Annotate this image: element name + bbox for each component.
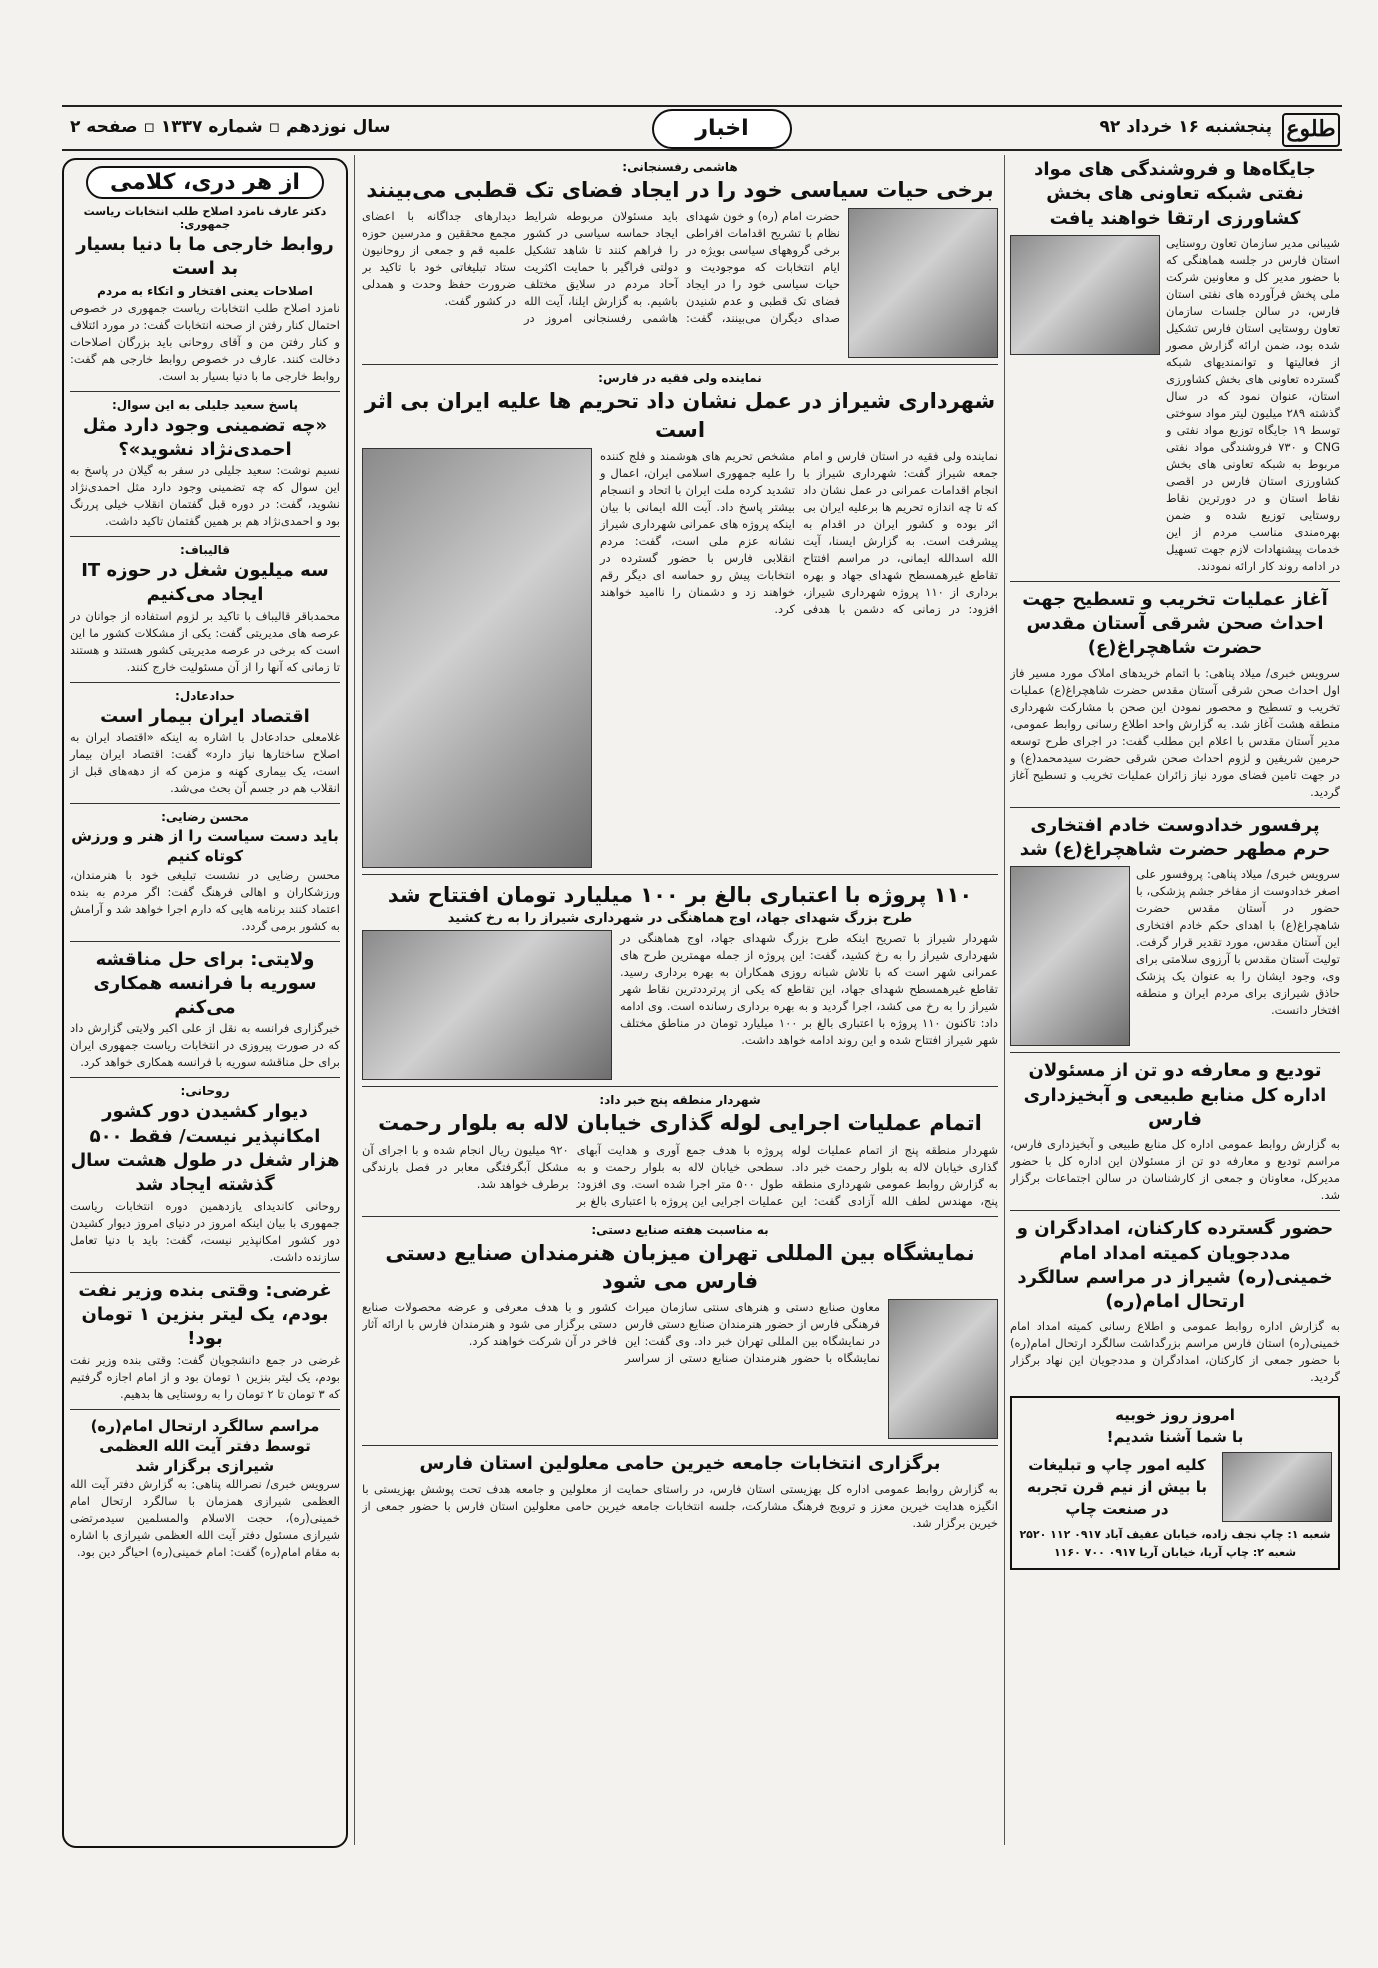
- interchange-photo: [362, 930, 612, 1080]
- kicker-handicrafts: به مناسبت هفته صنایع دستی:: [591, 1222, 769, 1237]
- official-portrait: [888, 1299, 998, 1439]
- article-body-shiraz-municipality: نماینده ولی فقیه در استان فارس و امام جمعه شیراز گفت: شهرداری شیراز با انجام اقدامات عمرانی در عمل نشان داد که تا چه اندازه تحریم ها برعلیه ایران بی اثر بوده و کشور ایران در اقدام به پیشرفت است. به گزارش ایسنا، آیت الله اسدالله ایمانی، در مراسم افتتاح تقاطع غیرهمسطح شهدای جهاد و بهره برداری از ۱۱۰ پروژه شهرداری شیراز، افزود: در زمانی که دشمن با هدفی مشخص تحریم های هوشمند و فلج کننده را علیه جمهوری اسلامی ایران، اعمال و تشدید کرده ملت ایران با اتحاد و انسجام بیشتر پاسخ داد. آیت الله ایمانی با بیان اینکه پروژه های عمرانی شهرداری شیراز نشانه عزم ملی است، گفت: مردم انقلابی فارس با حضور گسترده در انتخابات پیش رو حماسه ای دیگر رقم خواهند زد و دشمنان را ناامید خواهند کرد.: [600, 449, 998, 617]
- article-title-relief-committee: حضور گسترده کارکنان، امدادگران و مددجویان کمیته امداد امام خمینی(ره) شیراز در مراسم سالگرد ارتحال امام(ره): [1016, 1218, 1334, 1313]
- article-title-rouhani: دیوار کشیدن دور کشور امکانپذیر نیست/ فقط ۵۰۰ هزار شغل در طول هشت سال گذشته ایجاد شد: [70, 1101, 340, 1196]
- kicker-hashemi: هاشمی رفسنجانی:: [622, 160, 738, 174]
- printing-press-image: [1222, 1452, 1332, 1522]
- ceremony-photo: [1010, 866, 1130, 1046]
- kicker-district-five: شهردار منطقه پنج خبر داد:: [599, 1093, 761, 1108]
- issue-number: سال نوزدهم ▫ شماره ۱۳۳۷ ▫ صفحه ۲: [70, 117, 391, 137]
- article-body-relief-committee: به گزارش اداره روابط عمومی و اطلاع رسانی کمیته امداد امام خمینی(ره) استان فارس مراسم بزرگداشت سالگرد ارتحال امام(ره) با حضور جمعی از کارکنان، امدادگران و مددجویان این نهاد برگزار گردید.: [1010, 1319, 1340, 1385]
- ad-line-1: امروز روز خوبیه: [1115, 1406, 1235, 1425]
- kicker-haddad: حدادعادل:: [175, 688, 235, 703]
- article-body-shahcheragh-courtyard: سرویس خبری/ میلاد پناهی: با اتمام خریدهای املاک مورد مسیر فاز اول احداث صحن شرقی آستان مقدس حضرت شاهچراغ(ع) عملیات تخریب و تسطیح و محصور نمودن این صحن با مشارکت شهرداری منطقه هشت آغاز شد. به گزارش واحد اطلاع رسانی روابط عمومی، مدیر آستان مقدس با اعلام این مطلب گفت: در اجرای طرح توسعه حرمین شریفین و لزوم احداث صحن شرقی حضرت سیدمحمد(ع) و در جهت تامین فضای مورد نیاز زائران عملیات تخریب و تسطیح آغاز گردید.: [1010, 665, 1340, 799]
- officials-photo: [362, 448, 592, 868]
- article-title-natural-resources: تودیع و معارفه دو تن از مسئولان اداره کل منابع طبیعی و آبخیزداری فارس: [1023, 1060, 1327, 1130]
- article-title-charity-election: برگزاری انتخابات جامعه خیرین حامی معلولین استان فارس: [419, 1453, 941, 1475]
- middle-column: [362, 158, 998, 1848]
- print-shop-ad: [1010, 1396, 1340, 1570]
- article-title-professor: پرفسور خدادوست خادم افتخاری حرم مطهر حضرت شاهچراغ(ع) شد: [1019, 814, 1331, 861]
- newspaper-logo: طلوع: [1282, 113, 1340, 147]
- article-title-shiraz-municipality: شهرداری شیراز در عمل نشان داد تحریم ها علیه ایران بی اثر است: [364, 389, 996, 442]
- article-title-gharazi: غرضی: وقتی بنده وزیر نفت بودم، یک لیتر بنزین ۱ تومان بود!: [78, 1279, 332, 1350]
- right-column: [1010, 158, 1340, 1848]
- article-title-shirazi-office: مراسم سالگرد ارتحال امام(ره) توسط دفتر آیت الله العظمی شیرازی برگزار شد: [90, 1416, 320, 1476]
- section-title: اخبار: [652, 109, 792, 149]
- article-body-110-projects: شهردار شیراز با تصریح اینکه طرح بزرگ شهدای جهاد، اوج هماهنگی در شهرداری شیراز را به رخ کشید، گفت: این پروژه از جمله مهمترین طرح های عمرانی شهر است که با تلاش شبانه روزی همکاران به بهره برداری رسید. تقاطع غیرهمسطح شهدای جهاد، این تقاطع که یکی از پرترددترین نقاط شهر شیراز را به رخ می کشد، اجرا گردید و به بهره برداری رسانده است. وی ادامه داد: تاکنون ۱۱۰ پروژه با اعتباری بالغ بر ۱۰۰ میلیارد تومان در مناطق مختلف شهر شیراز افتتاح شده و این روند ادامه خواهد داشت.: [620, 931, 998, 1048]
- meeting-photo: [1010, 235, 1160, 355]
- article-body-ghalibaf: محمدباقر قالیباف با تاکید بر لزوم استفاده از جوانان در عرصه های مدیریتی گفت: یکی از مشکلات کشور ما این است که برخی در عرصه مدیریتی کشور هستند و هستند تا زمانی که آنها را از آن مسئولیت خارج کنند.: [70, 608, 340, 674]
- article-title-110-projects: ۱۱۰ پروژه با اعتباری بالغ بر ۱۰۰ میلیارد تومان افتتاح شد: [387, 883, 973, 908]
- article-title-laleh-pipeline: اتمام عملیات اجرایی لوله گذاری خیابان لاله به بلوار رحمت: [378, 1111, 982, 1136]
- article-title-handicrafts-exhibition: نمایشگاه بین المللی تهران میزبان هنرمندان صنایع دستی فارس می شود: [385, 1240, 975, 1294]
- article-body-gharazi: غرضی در جمع دانشجویان گفت: وقتی بنده وزیر نفت بودم، یک لیتر بنزین ۱ تومان بود و از امام اجازه گرفتیم که ۳ تومان تا ۲ تومان را به روستایی ها بدهیم.: [70, 1352, 340, 1401]
- masthead-bar: [62, 105, 1342, 151]
- article-body-handicrafts-exhibition: معاون صنایع دستی و هنرهای سنتی سازمان میراث فرهنگی فارس از حضور هنرمندان صنایع دستی فارس در نمایشگاه بین المللی تهران خبر داد. وی گفت: این نمایشگاه با حضور هنرمندان صنایع دستی از سراسر کشور و با هدف معرفی و عرضه محصولات صنایع دستی برگزار می شود و هنرمندان فارس با ارائه آثار فاخر در آن شرکت خواهند کرد.: [362, 1300, 880, 1366]
- article-subtitle-110-projects: طرح بزرگ شهدای جهاد، اوج هماهنگی در شهرداری شیراز را به رخ کشید: [447, 911, 913, 927]
- article-title-jalili: «چه تضمینی وجود دارد مثل احمدی‌نژاد نشوید»؟: [82, 414, 328, 460]
- article-title-fuel-stations: جایگاه‌ها و فروشندگی های مواد نفتی شبکه تعاونی های بخش کشاورزی ارتقا خواهند یافت: [1034, 159, 1316, 229]
- article-body-rezaei: محسن رضایی در نشست تبلیغی خود با هنرمندان، ورزشکاران و اهالی فرهنگ گفت: اگر مردم به بنده اعتماد کنند برنامه هایی که دارم اجرا خواهد شد و آرامش به کشور برمی گردد.: [70, 867, 340, 933]
- article-title-ghalibaf: سه میلیون شغل در حوزه IT ایجاد می‌کنیم: [81, 560, 329, 606]
- article-body-haddad: غلامعلی حدادعادل با اشاره به اینکه «اقتصاد ایران به اصلاح ساختارها نیاز دارد» گفت: اقتصاد ایران بیمار است، یک بیماری کهنه و مزمن که از دهه‌های قبل از انقلاب هم در جسم آن بحث می‌شد.: [70, 730, 340, 796]
- article-title-hashemi: برخی حیات سیاسی خود را در ایجاد فضای تک قطبی می‌بینند: [366, 178, 994, 202]
- kicker-aref: دکتر عارف نامزد اصلاح طلب انتخابات ریاست جمهوری:: [83, 205, 327, 231]
- article-title-shahcheragh-courtyard: آغاز عملیات تخریب و تسطیح جهت احداث صحن شرقی آستان مقدس حضرت شاهچراغ(ع): [1022, 588, 1328, 659]
- kicker-imam-jomeh: نماینده ولی فقیه در فارس:: [598, 371, 762, 386]
- article-title-velayati: ولایتی: برای حل مناقشه سوریه با فرانسه همکاری می‌کنم: [93, 948, 317, 1019]
- article-body-fuel-stations: شیبانی مدیر سازمان تعاون روستایی استان فارس در جلسه هماهنگی که با حضور مدیر کل و معاونین شرکت ملی پخش فرآورده های نفتی استان فارس، در سالن جلسات سازمان تعاون روستایی استان فارس تشکیل شده بود، ضمن ارائه گزارش مصور از فعالیتها و توانمندیهای شبکه گسترده تعاونی های بخش کشاورزی استان، عنوان نمود که در سال گذشته ۲۸۹ میلیون لیتر مواد سوختی توسط ۱۹ جایگاه توزیع مواد نفتی و CNG و ۷۳۰ فروشندگی مواد نفتی مربوط به شبکه تعاونی های بخش کشاورزی استان فارس در اقصی نقاط استان و در دورترین نقاط روستایی توزیع شده و ضمن بهره‌مندی مناسب مردم از این خدمات پیشنهادات لازم جهت تسهیل در ادامه روند کار ارائه نمودند.: [1166, 235, 1340, 573]
- column-divider: [354, 155, 355, 1845]
- kicker-rouhani: روحانی:: [180, 1084, 230, 1099]
- article-title-rezaei: باید دست سیاست را از هنر و ورزش کوتاه کنیم: [71, 827, 339, 866]
- column-title: از هر دری، کلامی: [86, 166, 324, 199]
- ad-branch-1: شعبه ۱: چاپ نجف زاده، خیابان عفیف آباد ۰۹۱۷ ۱۱۲ ۲۵۲۰: [1019, 1528, 1331, 1542]
- article-body-hashemi: حضرت امام (ره) و خون شهدای نظام با تشریح اقدامات افراطی برخی گروههای سیاسی بویژه در ایام انتخابات که موجودیت و حیات سیاسی خود را در ایجاد فضای تک قطبی و عدم شنیدن صدای دیگران می‌بینند، گفت: باید مسئولان مربوطه شرایط ایجاد حماسه سیاسی در کشور را فراهم کنند تا شاهد تشکیل دولتی فراگیر با حمایت اکثریت آحاد مردم در سلایق مختلف باشیم. به گزارش ایلنا، آیت الله هاشمی رفسنجانی امروز در دیدارهای جداگانه با اعضای مجمع محققین و مدرسین حوزه علمیه قم و جمعی از روحانیون ستاد تبلیغاتی خود با تاکید بر ضرورت حفظ وحدت و همدلی در کشور گفت.: [362, 209, 840, 326]
- kicker-ghalibaf: قالیباف:: [180, 543, 230, 558]
- ad-line-2: با شما آشنا شدیم!: [1106, 1428, 1244, 1447]
- ad-line-4: با بیش از نیم قرن تجربه: [1026, 1478, 1208, 1497]
- article-body-charity-election: به گزارش روابط عمومی اداره کل بهزیستی استان فارس، در راستای حمایت از معلولین و جامعه هدف تحت پوشش بهزیستی با انگیزه هدایت خیرین معزز و ترویج فرهنگ مشارکت، جلسه انتخابات جامعه خیرین حامی معلولین استان فارس با حضور جمعی از خیرین برگزار شد.: [362, 1481, 998, 1530]
- ad-line-3: کلیه امور چاپ و تبلیغات: [1028, 1456, 1206, 1475]
- ad-line-5: در صنعت چاپ: [1065, 1500, 1169, 1519]
- kicker-jalili: پاسخ سعید جلیلی به این سوال:: [111, 397, 299, 412]
- article-body-laleh-pipeline: شهردار منطقه پنج از اتمام عملیات لوله گذاری خیابان لاله به بلوار رحمت خبر داد. به گزارش روابط عمومی شهرداری منطقه پنج، مهندس لطف الله آزادی گفت: این پروژه با هدف جمع آوری و هدایت آبهای سطحی خیابان لاله به بلوار رحمت و به طول ۵۰۰ متر اجرا شده است. وی افزود: عملیات اجرایی این پروژه با اعتباری بالغ بر ۹۲۰ میلیون ریال انجام شده و با اجرای آن مشکل آبگرفتگی معابر در فصل بارندگی برطرف خواهد شد.: [362, 1142, 998, 1208]
- column-divider: [1004, 155, 1005, 1845]
- ad-branch-2: شعبه ۲: چاپ آریا، خیابان آریا ۰۹۱۷ ۷۰۰ ۱۱۶۰: [1053, 1546, 1297, 1560]
- article-body-rouhani: روحانی کاندیدای یازدهمین دوره انتخابات ریاست جمهوری با بیان اینکه امروز در دنیای امروز دیوار کشیدن دور کشور امکانپذیر نیست، گفت: باید با دنیا تعامل سازنده داشت.: [70, 1198, 340, 1264]
- subtitle-aref: اصلاحات یعنی افتخار و اتکاء به مردم: [97, 283, 313, 298]
- article-body-natural-resources: به گزارش روابط عمومی اداره کل منابع طبیعی و آبخیزداری فارس، مراسم تودیع و معارفه دو تن از مسئولان این اداره کل با حضور مدیرکل، معاونان و جمعی از کارشناسان در سالن اجتماعات برگزار شد.: [1010, 1137, 1340, 1203]
- hashemi-portrait: [848, 208, 998, 358]
- article-body-jalili: نسیم نوشت: سعید جلیلی در سفر به گیلان در پاسخ به این سوال که چه تضمینی وجود دارد مثل احمدی‌نژاد نشوید، گفت: در دوره قبل گفتمان انقلاب خیلی پررنگ بود و احمدی‌نژاد هم بر همین گفتمان تاکید داشت.: [70, 463, 340, 529]
- article-title-haddad: اقتصاد ایران بیمار است: [100, 705, 310, 727]
- article-body-velayati: خبرگزاری فرانسه به نقل از علی اکبر ولایتی گزارش داد که در صورت پیروزی در انتخابات ریاست جمهوری ایران برای حل مناقشه سوریه با فرانسه همکاری خواهد کرد.: [70, 1021, 340, 1070]
- left-column-box: [62, 158, 348, 1848]
- article-title-aref: روابط خارجی ما با دنیا بسیار بد است: [76, 234, 334, 280]
- article-body-shirazi-office: سرویس خبری/ نصرالله پناهی: به گزارش دفتر آیت الله العظمی شیرازی همزمان با سالگرد ارتحال امام خمینی(ره)، حجت الاسلام والمسلمین سیدمرتضی شیرازی مسئول دفتر آیت الله العظمی شیرازی با اشاره به مقام امام(ره) گفت: امام خمینی(ره) احیاگر دین بود.: [70, 1477, 340, 1560]
- article-body-aref: نامزد اصلاح طلب انتخابات ریاست جمهوری در خصوص احتمال کنار رفتن از صحنه انتخابات گفت: در مورد ائتلاف و کنار رفتن من و آقای روحانی باید بزرگان اصلاحات دخالت کنند. عارف در خصوص روابط خارجی هم گفت: روابط خارجی ما با دنیا بسیار بد است.: [70, 300, 340, 383]
- kicker-rezaei: محسن رضایی:: [161, 810, 249, 825]
- article-body-professor: سرویس خبری/ میلاد پناهی: پروفسور علی اصغر خدادوست از مفاخر جشم پزشکی، با حضور در آستان مقدس حضرت شاهچراغ(ع) با اهدای حکم خادم افتخاری این آستان مقدس، مورد تقدیر قرار گرفت. تولیت آستان مقدس با آرزوی سلامتی برای وی، وجود ایشان را به عنوان یک پزشک حاذق شیرازی برای مردم ایران و منطقه افتخار دانست.: [1136, 867, 1340, 1018]
- issue-date: پنجشنبه ۱۶ خرداد ۹۲: [1099, 117, 1272, 137]
